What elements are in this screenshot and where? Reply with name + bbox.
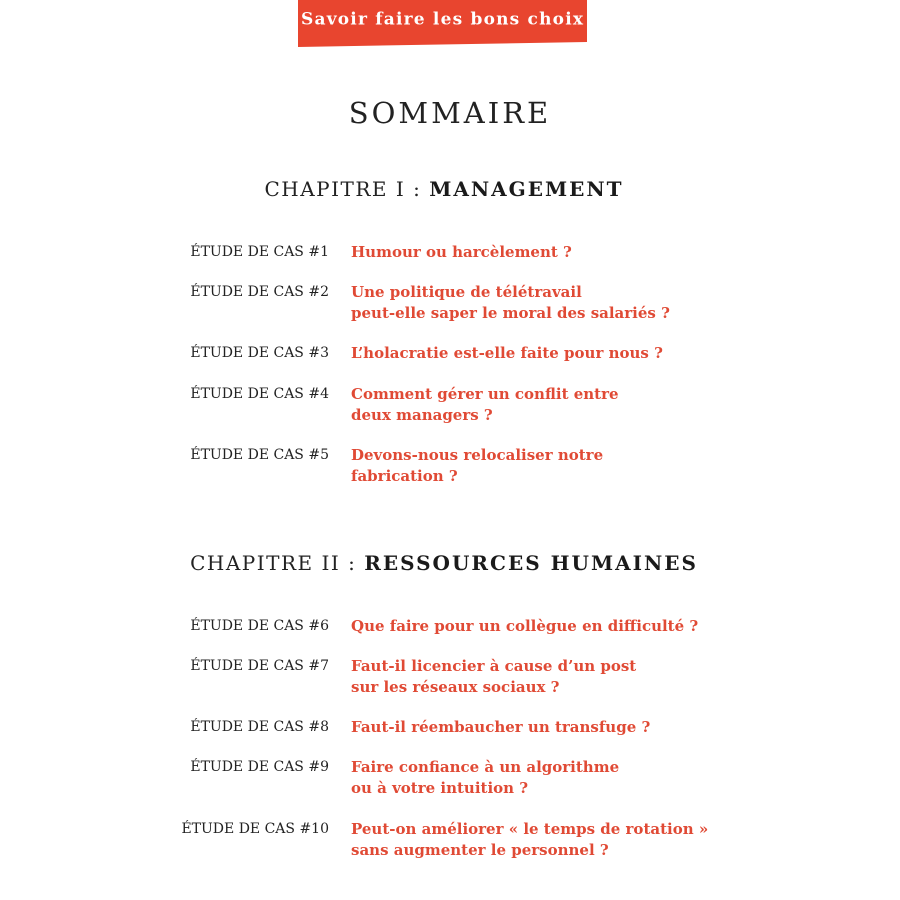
case-title-line: Que faire pour un collègue en difficulté ? <box>351 617 699 635</box>
case-label: ÉTUDE DE CAS #10 <box>181 821 329 837</box>
case-title-line: L’holacratie est-elle faite pour nous ? <box>351 344 663 362</box>
case-title-link[interactable] <box>351 757 691 799</box>
case-label: ÉTUDE DE CAS #2 <box>190 284 329 300</box>
case-title-link[interactable] <box>351 656 691 698</box>
case-title-link[interactable] <box>351 343 691 364</box>
section-banner <box>298 0 587 47</box>
case-title-link[interactable] <box>351 384 691 426</box>
case-label: ÉTUDE DE CAS #7 <box>190 658 329 674</box>
chapter-name: RESSOURCES HUMAINES <box>364 551 698 575</box>
case-label: ÉTUDE DE CAS #1 <box>190 244 329 260</box>
case-label: ÉTUDE DE CAS #8 <box>190 719 329 735</box>
chapter-heading-2 <box>0 551 888 575</box>
case-title-line: fabrication ? <box>351 467 458 485</box>
case-title-line: Faut-il réembaucher un transfuge ? <box>351 718 651 736</box>
chapter-label: CHAPITRE I : <box>264 177 430 201</box>
case-title-line: Une politique de télétravail <box>351 283 582 301</box>
case-label: ÉTUDE DE CAS #6 <box>190 618 329 634</box>
case-title-line: Faire confiance à un algorithme <box>351 758 620 776</box>
case-title-line: ou à votre intuition ? <box>351 779 529 797</box>
case-label: ÉTUDE DE CAS #9 <box>190 759 329 775</box>
case-title-line: sans augmenter le personnel ? <box>351 841 609 859</box>
case-title-line: Humour ou harcèlement ? <box>351 243 572 261</box>
case-title-line: deux managers ? <box>351 406 493 424</box>
case-title-link[interactable] <box>351 717 691 738</box>
case-title-line: Devons-nous relocaliser notre <box>351 446 604 464</box>
case-title-line: sur les réseaux sociaux ? <box>351 678 560 696</box>
chapter-label: CHAPITRE II : <box>190 551 365 575</box>
banner-text: Savoir faire les bons choix <box>300 8 585 29</box>
page-title: SOMMAIRE <box>348 96 552 130</box>
chapter-heading-1 <box>0 177 888 201</box>
case-title-line: Peut-on améliorer « le temps de rotation » <box>351 820 709 838</box>
case-title-link[interactable] <box>351 616 699 637</box>
case-title-link[interactable] <box>351 445 691 487</box>
case-title-link[interactable] <box>351 282 691 324</box>
case-label: ÉTUDE DE CAS #5 <box>190 447 329 463</box>
chapter-name: MANAGEMENT <box>429 177 624 201</box>
case-title-line: Faut-il licencier à cause d’un post <box>351 657 637 675</box>
case-title-line: Comment gérer un conflit entre <box>351 385 619 403</box>
case-title-link[interactable] <box>351 819 709 861</box>
case-title-line: peut-elle saper le moral des salariés ? <box>351 304 670 322</box>
case-label: ÉTUDE DE CAS #4 <box>190 386 329 402</box>
case-title-link[interactable] <box>351 242 691 263</box>
case-label: ÉTUDE DE CAS #3 <box>190 345 329 361</box>
